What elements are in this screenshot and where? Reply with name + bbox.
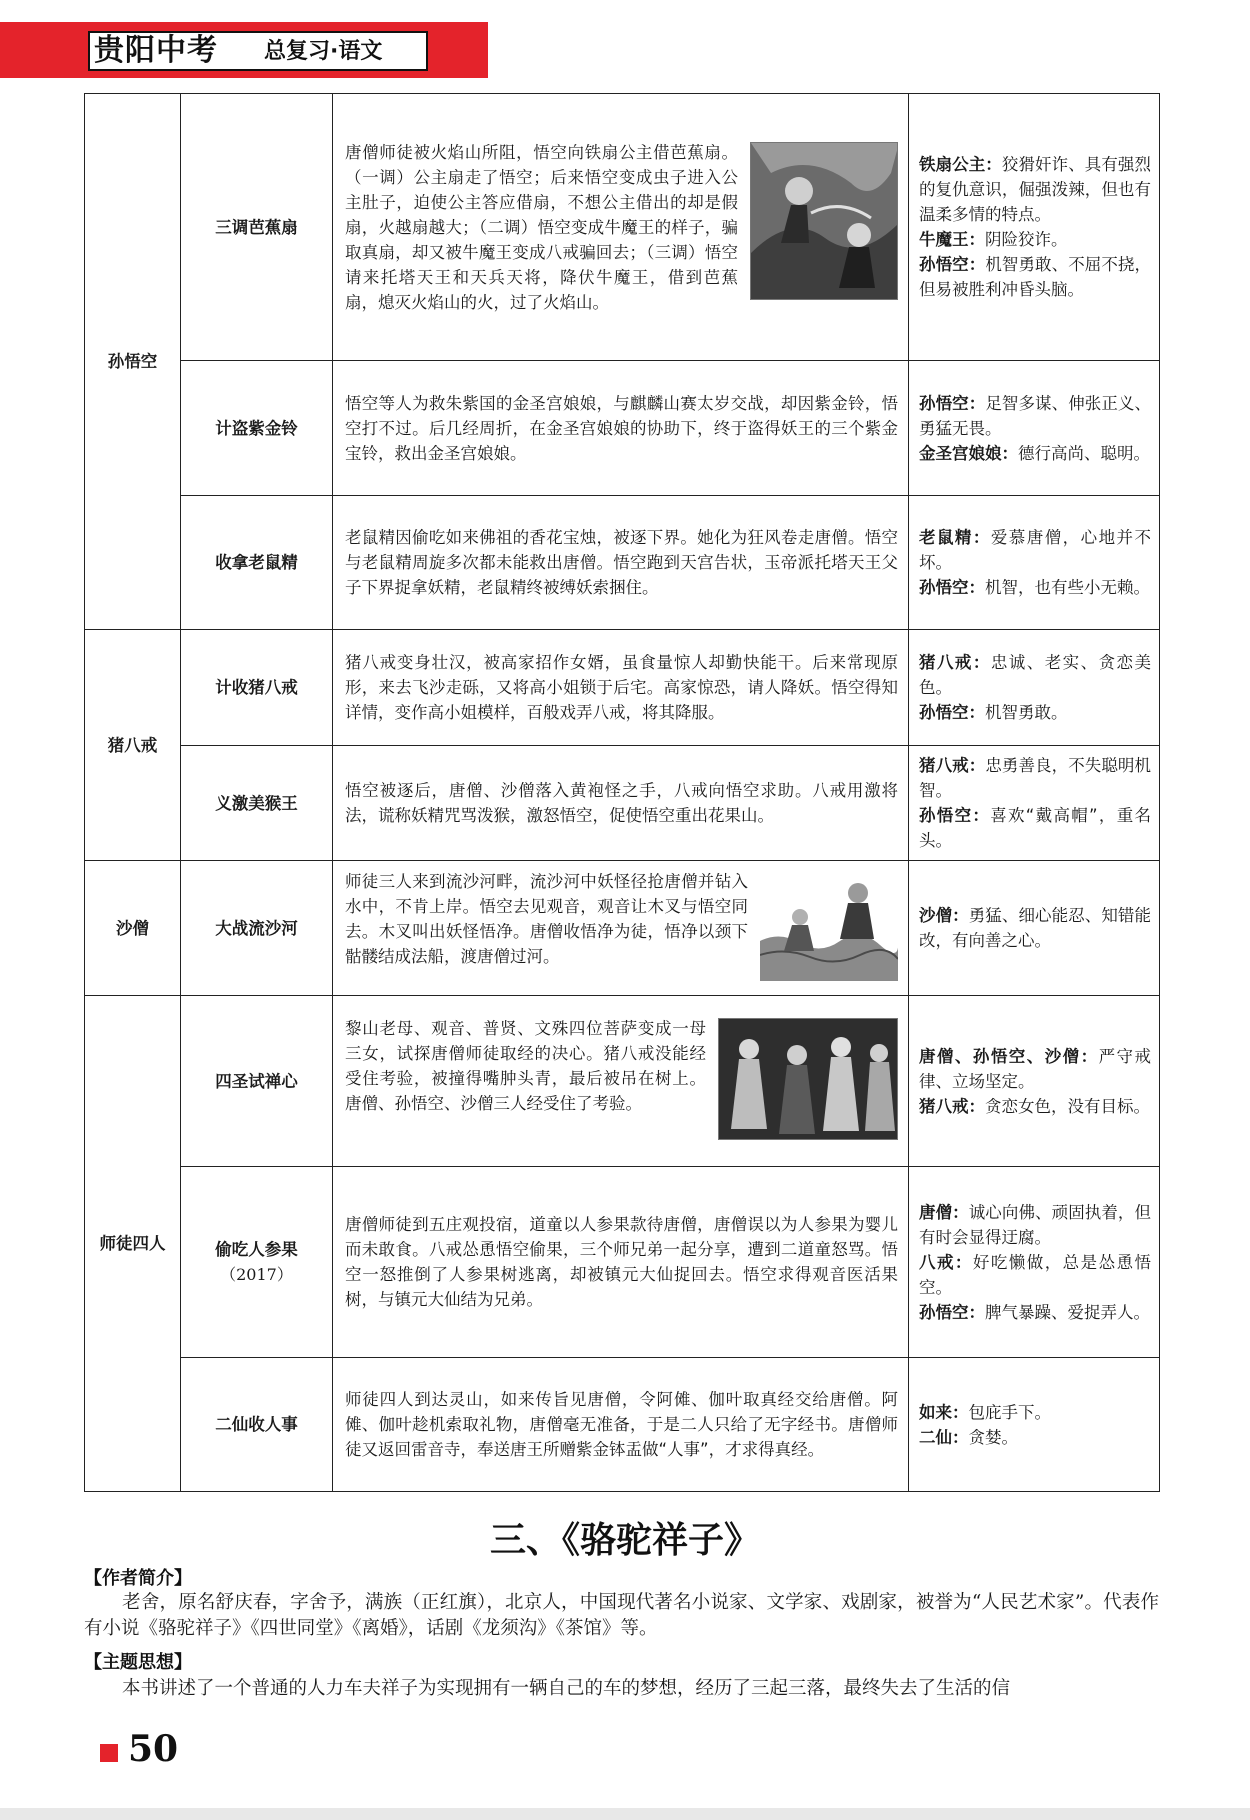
trait-text: 德行高尚、聪明。 [1018,443,1150,463]
trait-item [919,1094,1151,1119]
traits-cell [909,861,1160,996]
episode-cell: 收拿老鼠精 [181,496,333,630]
trait-text: 勇猛、细心能忍、知错能改，有向善之心。 [919,906,1152,950]
traits-cell [909,1358,1160,1492]
trait-text: 机智勇敢、不屈不挠，但易被胜利冲昏头脑。 [919,255,1152,299]
trait-text: 喜欢“戴高帽”，重名头。 [919,806,1151,850]
exam-year: （2017） [220,1265,293,1284]
trait-text: 足智多谋、伸张正义、勇猛无畏。 [919,393,1152,438]
trait-name: 孙悟空： [919,578,985,597]
traits-cell [909,996,1160,1167]
trait-item [919,1425,1151,1450]
trait-name: 孙悟空： [919,1302,985,1322]
trait-name: 沙僧： [919,906,969,925]
character-cell: 孙悟空 [85,94,181,630]
content-cell: 唐僧师徒到五庄观投宿，道童以人参果款待唐僧，唐僧误以为人参果为婴儿而未敢食。八戒怂恿悟空偷果，三个师兄弟一起分享，遭到二道童怒骂。悟空一怒推倒了人参果树逃离，却被镇元大仙捉回去。悟空求得观音医活果树，与镇元大仙结为兄弟。 [333,1167,909,1358]
author-text: 老舍，原名舒庆春，字舍予，满族（正红旗），北京人，中国现代著名小说家、文学家、戏剧家，被誉为“人民艺术家”。代表作有小说《骆驼祥子》《四世同堂》《离婚》，话剧《龙须沟》《茶馆》等。 [84,1592,1159,1639]
table-row [85,746,1160,861]
content-cell: 悟空等人为救朱紫国的金圣宫娘娘，与麒麟山赛太岁交战，却因紫金铃，悟空打不过。后几经周折，在金圣宫娘娘的协助下，终于盗得妖王的三个紫金宝铃，救出金圣宫娘娘。 [333,361,909,496]
trait-item [919,525,1151,575]
trait-item [919,391,1151,441]
trait-text: 阴险狡诈。 [985,230,1068,249]
illustration-four-saints [718,1018,898,1140]
page-number: 50 [128,1728,179,1770]
trait-item [919,1400,1151,1425]
content-cell: 老鼠精因偷吃如来佛祖的香花宝烛，被逐下界。她化为狂风卷走唐僧。悟空与老鼠精周旋多次都未能救出唐僧。悟空跑到天宫告状，玉帝派托塔天王父子下界捉拿妖精，老鼠精终被缚妖索捆住。 [333,496,909,630]
episode-cell: 计盗紫金铃 [181,361,333,496]
trait-text: 爱慕唐僧，心地并不坏。 [919,528,1152,572]
trait-item [919,753,1151,803]
trait-text: 狡猾奸诈、具有强烈的复仇意识，倔强泼辣，但也有温柔多情的特点。 [919,155,1152,224]
table-row [85,1167,1160,1358]
illustration-fire-mountain [750,142,898,300]
trait-text: 包庇手下。 [968,1402,1051,1422]
trait-name: 孙悟空： [919,393,986,413]
episode-cell [181,1167,333,1358]
theme-label: 【主题思想】 [84,1652,192,1673]
table-row [85,496,1160,630]
trait-item [919,803,1151,853]
trait-text: 诚心向佛、顽固执着，但有时会显得迂腐。 [919,1202,1152,1247]
theme-paragraph [84,1676,1159,1702]
theme-text: 本书讲述了一个普通的人力车夫祥子为实现拥有一辆自己的车的梦想，经历了三起三落，最终失去了生活的信 [122,1678,1011,1699]
trait-text: 贪婪。 [968,1427,1018,1447]
content-cell [333,861,909,996]
author-label: 【作者简介】 [84,1568,192,1589]
content-cell: 悟空被逐后，唐僧、沙僧落入黄袍怪之手，八戒向悟空求助。八戒用激将法，谎称妖精咒骂泼猴，激怒悟空，促使悟空重出花果山。 [333,746,909,861]
episode-cell: 四圣试禅心 [181,996,333,1167]
trait-name: 唐僧： [919,1202,969,1222]
trait-name: 二仙： [919,1427,969,1447]
trait-name: 唐僧、孙悟空、沙僧： [919,1046,1099,1066]
trait-text: 贪恋女色，没有目标。 [985,1096,1150,1116]
traits-cell [909,1167,1160,1358]
trait-text: 脾气暴躁、爱捉弄人。 [985,1302,1150,1322]
table-row [85,94,1160,361]
trait-name: 金圣宫娘娘： [919,443,1018,463]
episode-cell: 计收猪八戒 [181,630,333,746]
episode-cell: 大战流沙河 [181,861,333,996]
trait-item [919,650,1151,700]
table-row [85,861,1160,996]
trait-text: 好吃懒做，总是怂恿悟空。 [919,1252,1152,1297]
trait-name: 猪八戒： [919,756,986,775]
table-row [85,361,1160,496]
trait-text: 忠诚、老实、贪恋美色。 [919,653,1152,697]
trait-name: 牛魔王： [919,230,985,249]
traits-cell [909,630,1160,746]
trait-item [919,903,1151,953]
character-cell: 沙僧 [85,861,181,996]
traits-cell [909,496,1160,630]
episode-cell: 三调芭蕉扇 [181,94,333,361]
content-text: 师徒三人来到流沙河畔，流沙河中妖怪径抢唐僧并钻入水中，不肯上岸。悟空去见观音，观音让木叉与悟空同去。木叉叫出妖怪悟净。唐僧收悟净为徒，悟净以颈下骷髅结成法船，渡唐僧过河。 [345,872,748,966]
trait-name: 孙悟空： [919,806,991,825]
episode-cell: 义激美猴王 [181,746,333,861]
trait-name: 孙悟空： [919,255,986,274]
content-text: 黎山老母、观音、普贤、文殊四位菩萨变成一母三女，试探唐僧师徒取经的决心。猪八戒没能经受住考验，被撞得嘴肿头青，最后被吊在树上。唐僧、孙悟空、沙僧三人经受住了考验。 [345,1019,706,1113]
trait-item [919,575,1151,600]
traits-cell [909,746,1160,861]
plot-summary-table [84,93,1160,1492]
trait-item [919,152,1151,227]
content-cell: 师徒四人到达灵山，如来传旨见唐僧，令阿傩、伽叶取真经交给唐僧。阿傩、伽叶趁机索取礼物，唐僧毫无准备，于是二人只给了无字经书。唐僧师徒又返回雷音寺，奉送唐王所赠紫金钵盂做“人事”，才求得真经。 [333,1358,909,1492]
episode-cell: 二仙收人事 [181,1358,333,1492]
traits-cell [909,361,1160,496]
table-row [85,630,1160,746]
traits-cell [909,94,1160,361]
trait-item [919,1200,1151,1250]
trait-item [919,227,1151,252]
author-paragraph [84,1590,1159,1642]
content-text: 唐僧师徒被火焰山所阻，悟空向铁扇公主借芭蕉扇。（一调）公主扇走了悟空；后来悟空变成虫子进入公主肚子，迫使公主答应借扇，不想公主借出的却是假扇，火越扇越大；（二调）悟空变成牛魔王的样子，骗取真扇，却又被牛魔王变成八戒骗回去；（三调）悟空请来托塔天王和天兵天将，降伏牛魔王，借到芭蕉扇，熄灭火焰山的火，过了火焰山。 [345,142,738,312]
trait-text: 严守戒律、立场坚定。 [919,1046,1152,1091]
trait-text: 机智，也有些小无赖。 [985,578,1150,597]
trait-item [919,1300,1151,1325]
episode-title: 偷吃人参果 [215,1240,298,1259]
table-row [85,996,1160,1167]
trait-name: 八戒： [919,1252,973,1272]
trait-name: 孙悟空： [919,703,985,722]
trait-item [919,1044,1151,1094]
trait-text: 机智勇敢。 [985,703,1068,722]
header-title: 贵阳中考 [94,33,218,68]
illustration-flowing-sand-river [760,871,898,981]
trait-name: 老鼠精： [919,528,991,547]
character-cell: 师徒四人 [85,996,181,1492]
header-subtitle: 总复习·语文 [264,39,383,64]
content-cell [333,996,909,1167]
trait-item [919,441,1151,466]
section-heading: 三、《骆驼祥子》 [489,1519,760,1561]
trait-name: 铁扇公主： [919,155,1002,174]
table-row [85,1358,1160,1492]
trait-item [919,700,1151,725]
trait-item [919,1250,1151,1300]
content-cell [333,94,909,361]
page-number-marker [100,1744,118,1762]
bottom-strip [0,1808,1250,1820]
trait-name: 猪八戒： [919,653,991,672]
character-cell: 猪八戒 [85,630,181,861]
trait-name: 猪八戒： [919,1096,985,1116]
trait-text: 忠勇善良，不失聪明机智。 [919,756,1152,800]
content-cell: 猪八戒变身壮汉，被高家招作女婿，虽食量惊人却勤快能干。后来常现原形，来去飞沙走砾，又将高小姐锁于后宅。高家惊恐，请人降妖。悟空得知详情，变作高小姐模样，百般戏弄八戒，将其降服。 [333,630,909,746]
trait-item [919,252,1151,302]
trait-name: 如来： [919,1402,969,1422]
